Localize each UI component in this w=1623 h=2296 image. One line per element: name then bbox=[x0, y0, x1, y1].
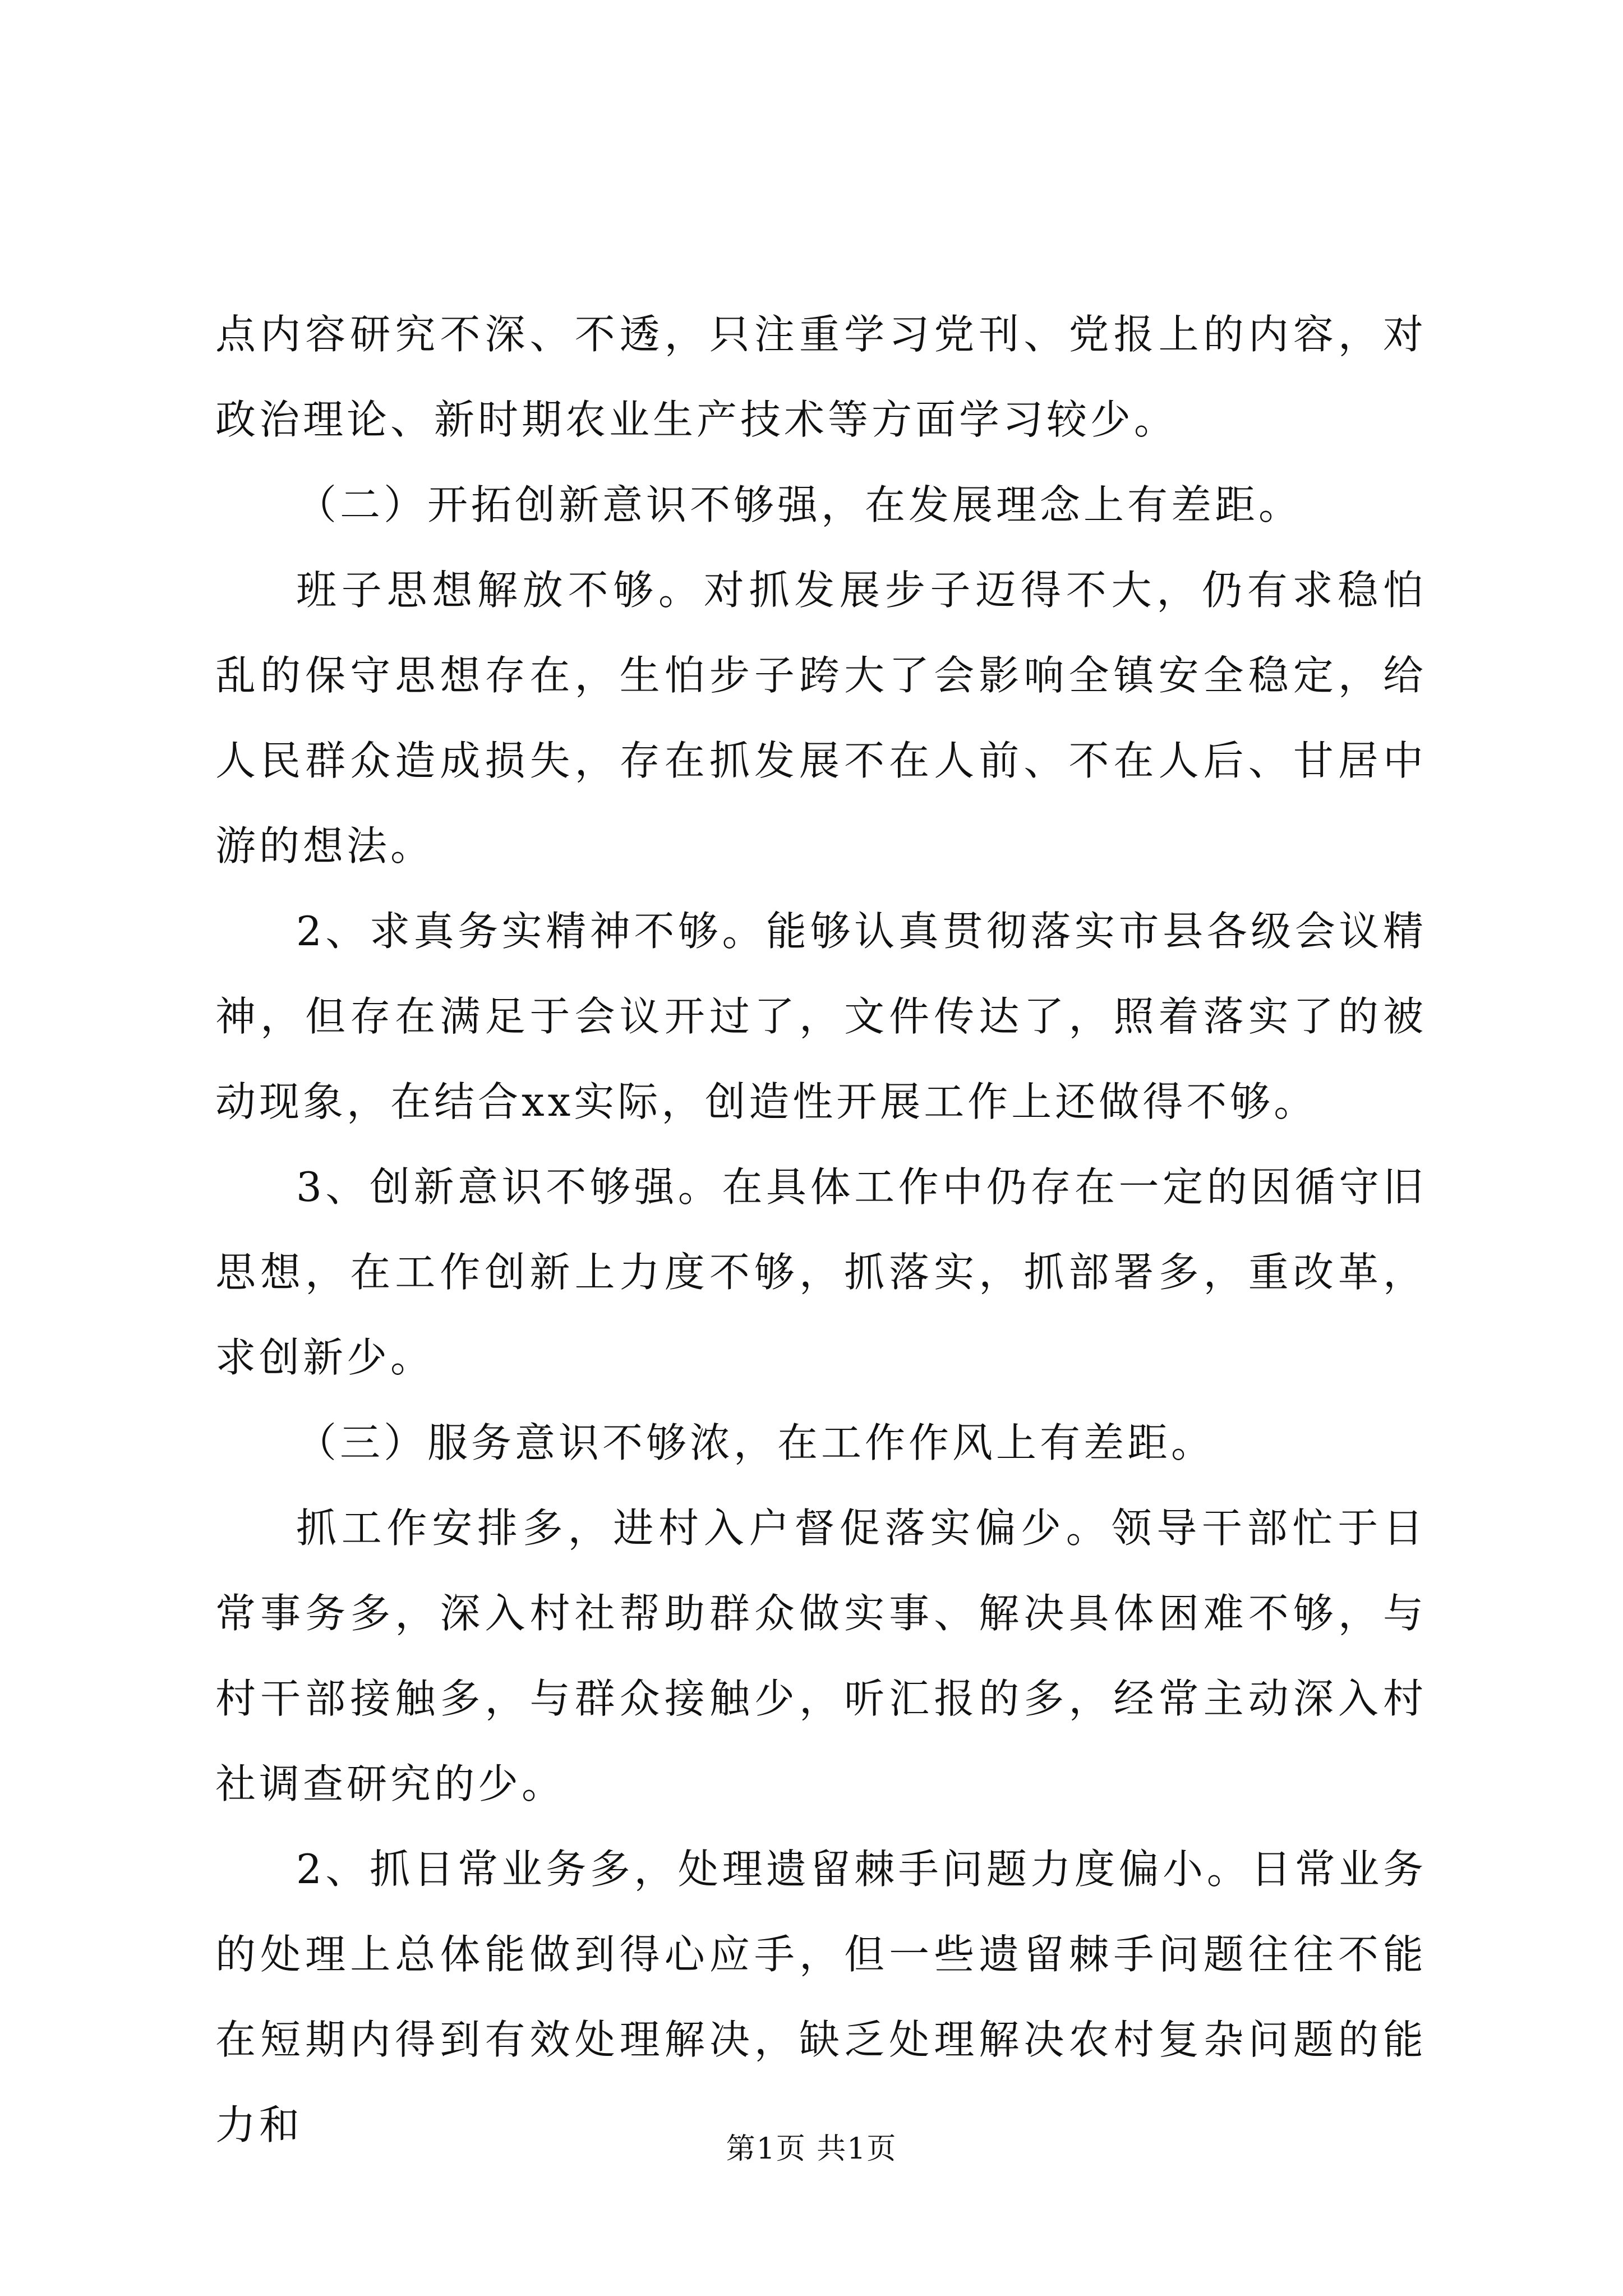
page-footer: 第1页 共1页 bbox=[726, 2132, 897, 2166]
section-heading-3: （三）服务意识不够浓，在工作作风上有差距。 bbox=[296, 1419, 1215, 1466]
document-body bbox=[215, 292, 1427, 2168]
paragraph: 2、求真务实精神不够。能够认真贯彻落实市县各级会议精神，但存在满足于会议开过了，文件传达了，照着落实了的被动现象，在结合xx实际，创造性开展工作上还做得不够。 bbox=[215, 908, 1427, 1125]
paragraph: 3、创新意识不够强。在具体工作中仍存在一定的因循守旧思想，在工作创新上力度不够，抓落实，抓部署多，重改革，求创新少。 bbox=[215, 1163, 1427, 1381]
paragraph-continuation: 点内容研究不深、不透，只注重学习党刊、党报上的内容，对政治理论、新时期农业生产技术等方面学习较少。 bbox=[215, 311, 1427, 443]
paragraph: 2、抓日常业务多，处理遗留棘手问题力度偏小。日常业务的处理上总体能做到得心应手，但一些遗留棘手问题往往不能在短期内得到有效处理解决，缺乏处理解决农村复杂问题的能力和 bbox=[215, 1846, 1427, 2148]
section-heading-2: （二）开拓创新意识不够强，在发展理念上有差距。 bbox=[296, 481, 1303, 528]
paragraph: 抓工作安排多，进村入户督促落实偏少。领导干部忙于日常事务多，深入村社帮助群众做实事、解决具体困难不够，与村干部接触多，与群众接触少，听汇报的多，经常主动深入村社调查研究的少。 bbox=[215, 1504, 1427, 1807]
paragraph: 班子思想解放不够。对抓发展步子迈得不大，仍有求稳怕乱的保守思想存在，生怕步子跨大了会影响全镇安全稳定，给人民群众造成损失，存在抓发展不在人前、不在人后、甘居中游的想法。 bbox=[215, 567, 1427, 869]
